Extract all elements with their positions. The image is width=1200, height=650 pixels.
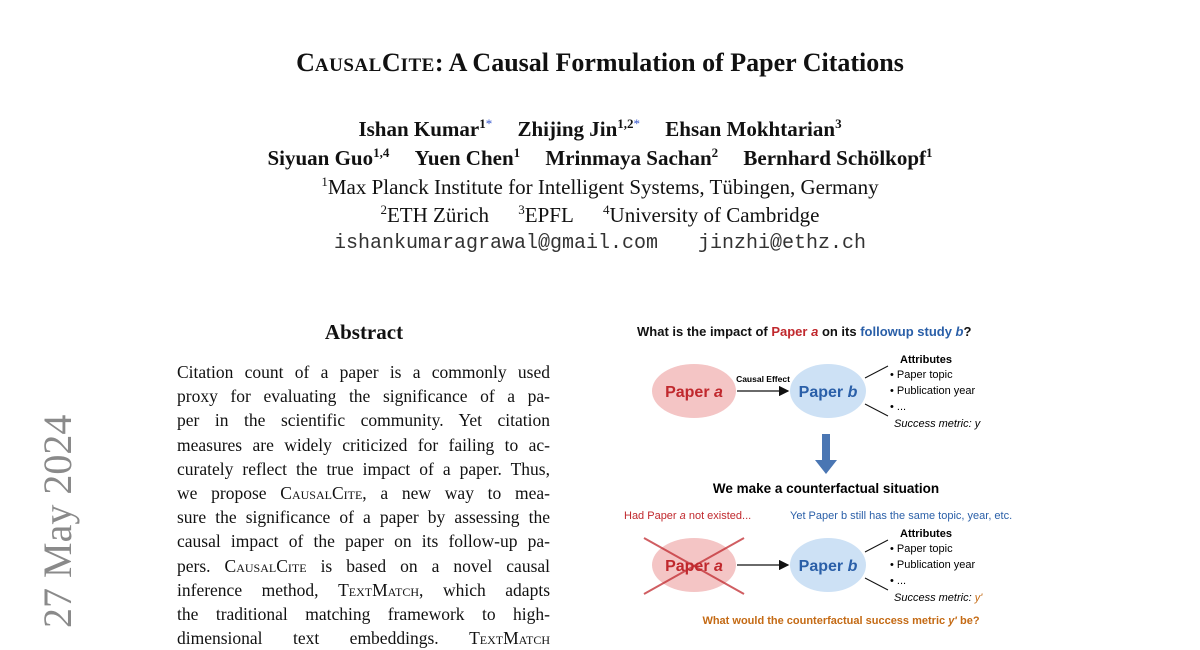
down-arrow-head-icon — [815, 460, 837, 474]
author: Ehsan Mokhtarian$^3$ — [665, 116, 842, 141]
author: Mrinmaya Sachan$^2$ — [545, 145, 719, 170]
yet-paper-text: Yet Paper b still has the same topic, year, etc. — [790, 510, 1013, 522]
attribute-item: • Publication year — [890, 559, 976, 571]
metric-connector — [865, 404, 888, 416]
counterfactual-question: What would the counterfactual success metric y' be? — [702, 615, 980, 627]
attribute-item: • ... — [890, 401, 907, 413]
abstract-line: dimensional text embeddings. TextMatch — [177, 628, 550, 649]
attribute-item: • Paper topic — [890, 543, 953, 555]
author: Yuen Chen$^1$ — [414, 145, 521, 170]
paper-b-label: Paper b — [798, 384, 858, 401]
arxiv-side-date: 27 May 2024 — [35, 414, 80, 628]
causal-effect-label: Causal Effect — [736, 374, 790, 384]
attribute-item: • ... — [890, 575, 907, 587]
authors-row-1 — [0, 117, 1200, 142]
abstract-body — [177, 360, 550, 650]
paper-title: CAUSALCITE: A Causal Formulation of Paper Citations — [296, 48, 904, 77]
abstract-line: Citation count of a paper is a commonly used — [177, 362, 550, 382]
had-paper-text: Had Paper a not existed... — [624, 510, 752, 522]
abstract-line: sure the significance of a paper by assessing the — [177, 507, 550, 528]
down-arrow-icon — [822, 434, 830, 462]
affiliation-1: $^1$Max Planck Institute for Intelligent Systems, Tübingen, Germany — [321, 174, 879, 199]
email-link[interactable]: ishankumaragrawal@gmail.com — [333, 232, 658, 255]
authors-row-2 — [0, 146, 1200, 171]
paper-a-label: Paper a — [665, 384, 723, 401]
author: Ishan Kumar$^{1*}$ — [358, 116, 493, 141]
counterfactual-heading: We make a counterfactual situation — [712, 481, 940, 496]
abstract-line: the traditional matching framework to high- — [177, 604, 550, 625]
attribute-item: • Paper topic — [890, 369, 953, 381]
author: Siyuan Guo$^{1,4}$ — [267, 145, 390, 170]
attributes-heading-cf: Attributes — [900, 528, 952, 540]
attr-connector — [865, 366, 888, 378]
author: Zhijing Jin$^{1,2*}$ — [517, 116, 641, 141]
affiliation-2: $^2$ETH Zürich $^3$EPFL $^4$University of Cambridge — [380, 202, 820, 227]
attribute-item: • Publication year — [890, 385, 976, 397]
abstract-line: inference method, TextMatch, which adapts — [177, 579, 550, 600]
email-link[interactable]: jinzhi@ethz.ch — [698, 232, 867, 255]
success-metric-cf: Success metric: y' — [894, 592, 983, 604]
figure-causal-diagram — [604, 318, 1074, 638]
abstract-line: per in the scientific community. Yet citation — [177, 410, 550, 431]
abstract-line: proxy for evaluating the significance of a pa- — [177, 386, 550, 407]
abstract-heading: Abstract — [324, 320, 404, 344]
abstract-line: causal impact of the paper on its follow-up pa- — [177, 531, 550, 552]
metric-connector-cf — [865, 578, 888, 590]
paper-a-label-crossed: Paper a — [665, 558, 723, 575]
author: Bernhard Schölkopf$^1$ — [743, 145, 933, 170]
paper-b-label-cf: Paper b — [798, 558, 858, 575]
attributes-heading: Attributes — [900, 354, 952, 366]
abstract-line: pers. CausalCite is based on a novel causal — [177, 555, 551, 576]
figure-question: What is the impact of Paper a on its followup study b? — [637, 324, 972, 339]
success-metric: Success metric: y — [894, 418, 981, 430]
abstract-line: we propose CausalCite, a new way to mea- — [177, 483, 550, 504]
attr-connector-cf — [865, 540, 888, 552]
abstract-line: measures are widely criticized for failing to ac- — [177, 434, 550, 455]
abstract-line: curately reflect the true impact of a paper. Thus, — [177, 458, 550, 479]
author-emails — [0, 232, 1200, 255]
